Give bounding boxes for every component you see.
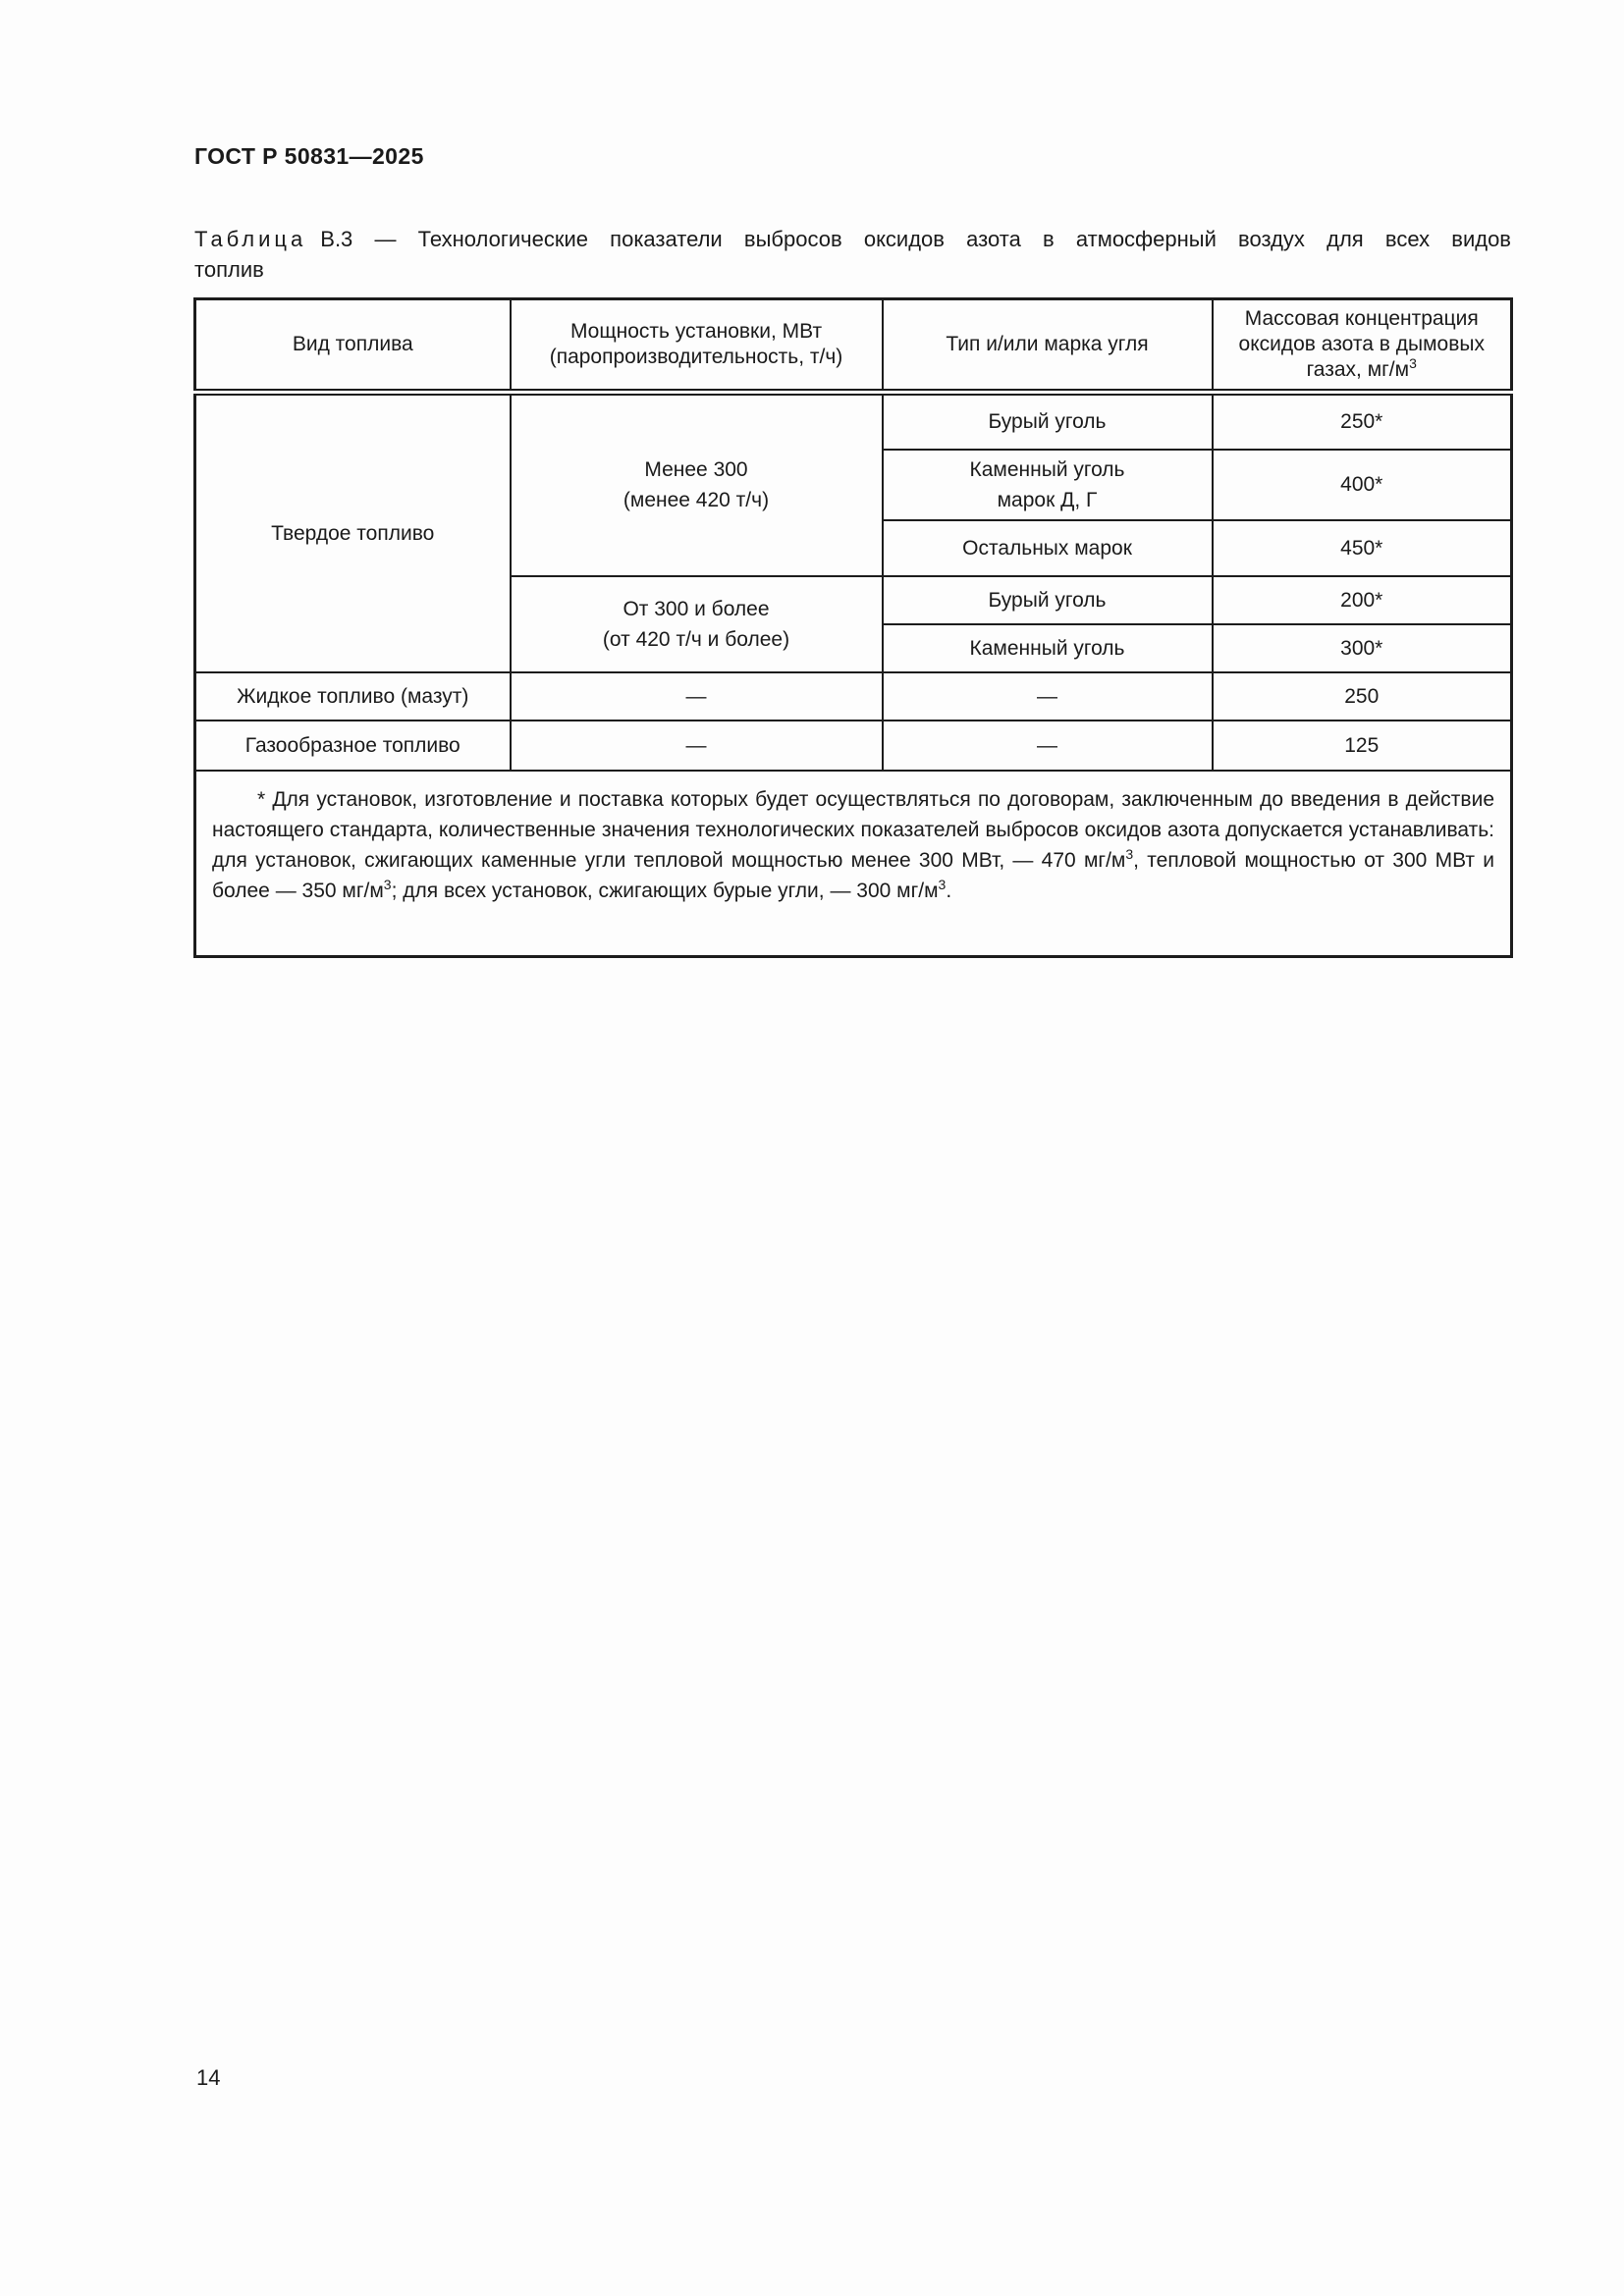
page-number: 14 [196,2065,221,2090]
cell-power-300-and-more [511,576,883,672]
doc-code: ГОСТ Р 50831—2025 [194,143,424,169]
cell-coal-brown-1: Бурый уголь [883,393,1213,450]
footnote-seg1: , тепловой мощностью от 300 МВт и более — 350 мг/м [212,848,1495,902]
table-caption-text: В.3 — Технологические показатели выбросов оксидов азота в атмосферный воздух для всех видов [320,227,1511,251]
footnote-seg2: ; для всех установок, сжигающих бурые угли, — 300 мг/м [391,879,939,902]
cell-fuel-solid: Твердое топливо [195,393,511,672]
cell-coal-hard: Каменный уголь [883,624,1213,672]
table-row [195,672,1512,721]
cell-value-300s: 300* [1213,624,1512,672]
table-row [195,721,1512,771]
cell-coal-hard-dg-line2: марок Д, Г [997,488,1098,511]
cell-fuel-gaseous: Газообразное топливо [195,721,511,771]
footnote-seg0: * Для установок, изготовление и поставка которых будет осуществляться по договорам, заключенным до введения в действие настоящего стандарта, количественные значения технологических показателей выбросов оксидов азота допускается устанавливать: для установок, сжигающих каменные угли тепловой мощностью менее 300 МВт, — 470 мг/м [212,787,1494,872]
cell-coal-hard-dg [883,450,1213,520]
cell-power-dash-gaseous: — [511,721,883,771]
cell-power-300-and-more-line1: От 300 и более [623,597,770,620]
emissions-table [193,297,1513,958]
cell-coal-brown-2: Бурый уголь [883,576,1213,624]
footnote-row [195,771,1512,957]
footnote-seg3: . [946,879,952,902]
superscript: 3 [383,876,392,892]
cell-coal-other-grades: Остальных марок [883,520,1213,576]
cell-value-450s: 450* [1213,520,1512,576]
cell-power-less-300 [511,393,883,576]
cell-power-less-300-line2: (менее 420 т/ч) [623,489,770,512]
superscript: 3 [938,876,947,892]
cell-value-400s: 400* [1213,450,1512,520]
cell-value-250s: 250* [1213,393,1512,450]
cell-power-300-and-more-line2: (от 420 т/ч и более) [602,627,790,651]
cell-fuel-liquid: Жидкое топливо (мазут) [195,672,511,721]
table-caption-line2: топлив [194,257,264,282]
cell-value-125: 125 [1213,721,1512,771]
col-header-unit-power: Мощность установки, МВт (паропроизводительность, т/ч) [511,299,883,393]
cell-power-less-300-line1: Менее 300 [644,458,748,482]
table-caption [194,224,1511,285]
cell-coal-hard-dg-line1: Каменный уголь [969,457,1125,481]
cell-coal-dash-gaseous: — [883,721,1213,771]
cell-value-200s: 200* [1213,576,1512,624]
cell-value-250: 250 [1213,672,1512,721]
col-header-coal-type: Тип и/или марка угля [883,299,1213,393]
header-row [195,299,1512,393]
table-footnote [195,771,1512,957]
cell-coal-dash-liquid: — [883,672,1213,721]
table-row [195,393,1512,450]
superscript: 3 [1409,355,1417,371]
col-header-nox-concentration [1213,299,1512,393]
cell-power-dash-liquid: — [511,672,883,721]
table-caption-label: Таблица [194,227,307,251]
superscript: 3 [1125,845,1134,862]
table-caption-line1 [194,224,1511,254]
col-header-nox-text: Массовая концентрация оксидов азота в дымовых газах, мг/м [1238,307,1485,381]
col-header-fuel-type: Вид топлива [195,299,511,393]
